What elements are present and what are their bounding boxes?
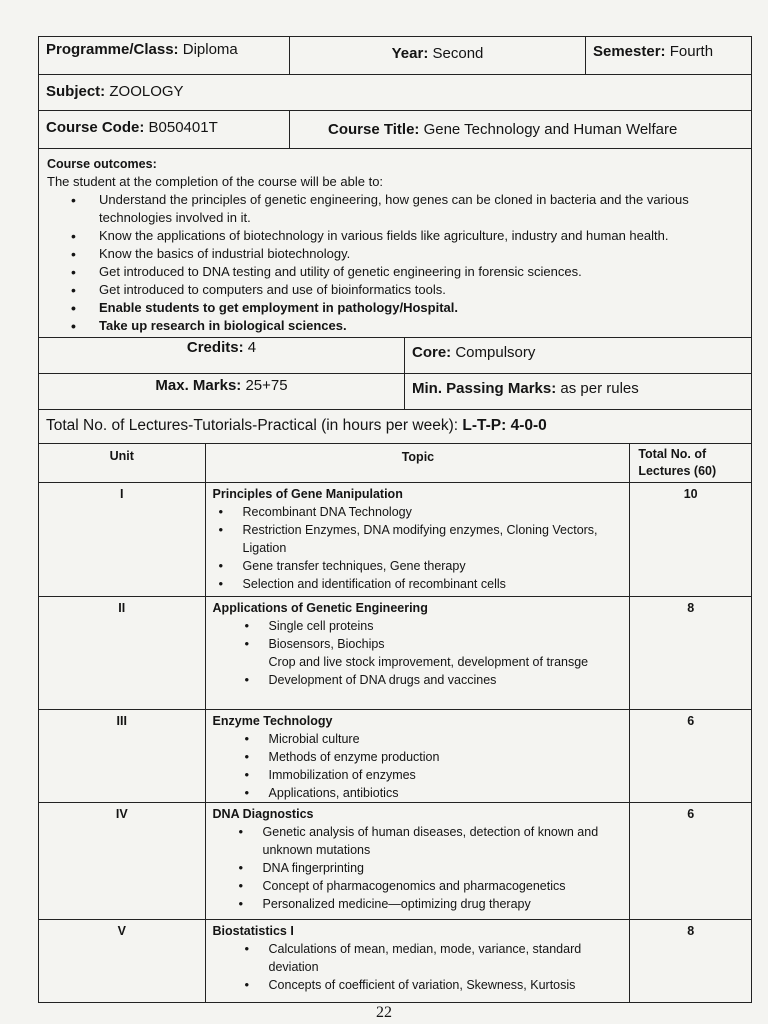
unit-topic	[206, 483, 631, 596]
unit-number: III	[39, 710, 206, 802]
marks-row	[39, 374, 751, 410]
unit-lectures: 8	[687, 601, 695, 615]
lectures-row	[39, 410, 751, 444]
outcomes-list	[47, 191, 743, 335]
col-lectures-header: Total No. of Lectures (60)	[638, 447, 717, 478]
core-cell	[405, 338, 751, 373]
topic-item: • Personalized medicine—optimizing drug therapy	[263, 895, 624, 913]
programme-cell	[39, 37, 290, 74]
topic-item: • Recombinant DNA Technology	[243, 503, 624, 521]
topic-item: • Development of DNA drugs and vaccines	[269, 671, 624, 689]
col-unit-header: Unit	[39, 444, 206, 482]
unit-number: IV	[39, 803, 206, 919]
course-row	[39, 111, 751, 149]
credits-label: Credits:	[186, 339, 244, 356]
table-row	[39, 709, 751, 802]
units-table	[39, 444, 751, 1002]
ltp-value: 4-0-0	[510, 417, 547, 434]
outcome-item: • Enable students to get employment in pathology/Hospital.	[99, 299, 743, 317]
unit-topic	[206, 597, 631, 709]
syllabus-sheet	[38, 36, 752, 1003]
min-marks-cell	[405, 374, 751, 409]
topic-item: • Biosensors, Biochips	[269, 635, 624, 653]
topic-item: • Immobilization of enzymes	[269, 766, 624, 784]
topic-list	[213, 823, 624, 913]
subject-row	[39, 75, 751, 111]
course-title-cell	[290, 111, 751, 148]
unit-number: II	[39, 597, 206, 709]
semester-cell	[586, 37, 751, 74]
topic-item: • Methods of enzyme production	[269, 748, 624, 766]
programme-label: Programme/Class:	[46, 41, 179, 58]
core-value: Compulsory	[455, 344, 536, 361]
unit-topic	[206, 920, 631, 1002]
course-title-label: Course Title:	[328, 121, 420, 138]
outcomes-title: Course outcomes:	[47, 157, 157, 171]
unit-title: Principles of Gene Manipulation	[212, 487, 403, 501]
topic-item: • Restriction Enzymes, DNA modifying enzymes, Cloning Vectors, Ligation	[243, 521, 624, 557]
unit-title: Applications of Genetic Engineering	[212, 601, 428, 615]
table-row	[39, 596, 751, 709]
unit-title: DNA Diagnostics	[212, 807, 314, 821]
topic-item: • Single cell proteins	[269, 617, 624, 635]
programme-row	[39, 37, 751, 75]
topic-item: • Crop and live stock improvement, development of transge	[269, 653, 624, 671]
unit-lectures: 6	[687, 714, 695, 728]
subject-value: ZOOLOGY	[109, 83, 184, 100]
core-label: Core:	[412, 344, 452, 361]
outcomes-block	[39, 149, 751, 337]
topic-list	[213, 617, 624, 689]
unit-number: V	[39, 920, 206, 1002]
topic-item: • DNA fingerprinting	[263, 859, 624, 877]
outcome-item: • Get introduced to computers and use of bioinformatics tools.	[99, 281, 743, 299]
programme-value: Diploma	[182, 41, 238, 58]
unit-topic	[206, 710, 631, 802]
semester-label: Semester:	[593, 43, 666, 60]
min-marks-value: as per rules	[560, 380, 639, 397]
max-marks-label: Max. Marks:	[155, 377, 242, 394]
course-code-value: B050401T	[148, 119, 218, 136]
course-code-cell	[39, 111, 290, 148]
ltp-label: L-T-P:	[462, 417, 507, 434]
unit-lectures: 6	[687, 807, 695, 821]
topic-item: • Applications, antibiotics	[269, 784, 624, 802]
table-row	[39, 482, 751, 596]
unit-lectures: 10	[683, 487, 698, 501]
outcome-item: • Know the applications of biotechnology in various fields like agriculture, industry and human health.	[99, 227, 743, 245]
topic-item: • Concept of pharmacogenomics and pharmacogenetics	[263, 877, 624, 895]
year-label: Year:	[391, 45, 429, 62]
year-value: Second	[432, 45, 484, 62]
subject-cell	[39, 75, 191, 110]
topic-item: • Microbial culture	[269, 730, 624, 748]
credits-row	[39, 338, 751, 374]
course-title-value: Gene Technology and Human Welfare	[423, 121, 678, 138]
table-row	[39, 919, 751, 1002]
course-code-label: Course Code:	[46, 119, 145, 136]
min-marks-label: Min. Passing Marks:	[412, 380, 557, 397]
outcome-item: • Get introduced to DNA testing and utility of genetic engineering in forensic sciences.	[99, 263, 743, 281]
topic-item: • Calculations of mean, median, mode, variance, standard deviation	[269, 940, 624, 976]
lectures-line	[39, 410, 554, 443]
unit-title: Biostatistics I	[212, 924, 294, 938]
unit-topic	[206, 803, 631, 919]
semester-value: Fourth	[669, 43, 714, 60]
outcomes-intro: The student at the completion of the course will be able to:	[47, 174, 384, 189]
topic-item: • Genetic analysis of human diseases, detection of known and unknown mutations	[263, 823, 624, 859]
topic-item: • Concepts of coefficient of variation, Skewness, Kurtosis	[269, 976, 624, 994]
units-table-header	[39, 444, 751, 482]
topic-list	[213, 940, 624, 994]
outcome-item: • Understand the principles of genetic engineering, how genes can be cloned in bacteria and the various technologies involved in it.	[99, 191, 743, 227]
unit-number: I	[39, 483, 206, 596]
credits-cell	[39, 338, 405, 373]
outcome-item: • Know the basics of industrial biotechnology.	[99, 245, 743, 263]
max-marks-value: 25+75	[245, 377, 288, 394]
unit-title: Enzyme Technology	[212, 714, 333, 728]
topic-item: • Selection and identification of recombinant cells	[243, 575, 624, 593]
unit-lectures: 8	[687, 924, 695, 938]
credits-value: 4	[247, 339, 257, 356]
outcome-item: • Take up research in biological sciences.	[99, 317, 743, 335]
topic-list	[213, 503, 624, 593]
page-number: 22	[376, 1004, 392, 1021]
topic-list	[213, 730, 624, 802]
topic-item: • Gene transfer techniques, Gene therapy	[243, 557, 624, 575]
subject-label: Subject:	[46, 83, 106, 100]
max-marks-cell	[39, 374, 405, 409]
year-cell	[290, 37, 586, 74]
outcomes-row	[39, 149, 751, 338]
col-topic-header: Topic	[206, 444, 631, 482]
lectures-text: Total No. of Lectures-Tutorials-Practical (in hours per week):	[46, 417, 459, 434]
table-row	[39, 802, 751, 919]
